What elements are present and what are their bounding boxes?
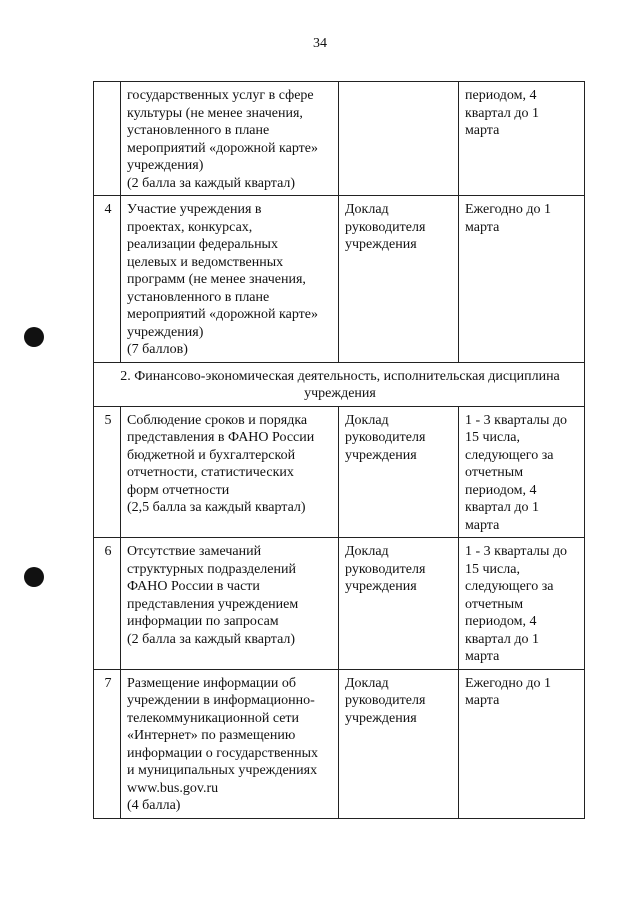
- indicator-cell-line: информации о государственных: [127, 745, 318, 761]
- source-cell: [339, 538, 459, 670]
- indicator-cell: [121, 82, 339, 196]
- indicator-cell-line: государственных услуг в сфере: [127, 88, 314, 103]
- source-cell-line: Доклад: [345, 675, 389, 691]
- indicator-cell-line: мероприятий «дорожной карте»: [127, 140, 318, 156]
- source-cell-line: руководителя: [345, 219, 426, 235]
- page-number: 34: [313, 36, 327, 51]
- deadline-cell: [459, 669, 585, 818]
- indicator-cell-line: Отсутствие замечаний: [127, 544, 262, 559]
- indicator-cell-line: www.bus.gov.ru: [127, 780, 219, 796]
- indicator-cell-line: учреждения): [127, 158, 204, 173]
- deadline-cell: [459, 196, 585, 363]
- source-cell-line: Доклад: [345, 544, 389, 559]
- deadline-cell-line: марта: [465, 517, 500, 533]
- indicator-cell-line: бюджетной и бухгалтерской: [127, 447, 296, 463]
- deadline-cell-line: периодом, 4: [465, 482, 537, 498]
- deadline-cell-line: марта: [465, 649, 500, 664]
- table-row: [94, 669, 585, 818]
- indicator-cell-line: реализации федеральных: [127, 237, 278, 252]
- deadline-cell-line: марта: [465, 693, 500, 708]
- indicator-cell-line: телекоммуникационной сети: [127, 710, 300, 726]
- source-cell: [339, 669, 459, 818]
- section-header-row: [94, 362, 585, 406]
- indicator-cell: [121, 538, 339, 670]
- indicator-cell-line: представления учреждением: [127, 596, 299, 612]
- deadline-cell: [459, 82, 585, 196]
- source-cell-line: учреждения: [345, 710, 417, 726]
- deadline-cell-line: следующего за: [465, 447, 554, 463]
- indicator-cell-line: целевых и ведомственных: [127, 254, 284, 270]
- binder-hole-mark: [24, 327, 44, 347]
- table-row: [94, 538, 585, 670]
- deadline-cell-line: периодом, 4: [465, 88, 537, 103]
- indicator-cell-line: проектах, конкурсах,: [127, 219, 253, 235]
- row-number: 6: [94, 538, 121, 670]
- indicator-cell-line: культуры (не менее значения,: [127, 105, 303, 121]
- indicator-cell-line: учреждения): [127, 324, 204, 340]
- indicator-cell-line: «Интернет» по размещению: [127, 728, 296, 743]
- source-cell-line: учреждения: [345, 447, 417, 463]
- deadline-cell: [459, 538, 585, 670]
- deadline-cell-line: периодом, 4: [465, 614, 537, 629]
- indicator-cell-line: ФАНО России в части: [127, 579, 260, 594]
- indicator-cell-line: информации по запросам: [127, 614, 279, 629]
- deadline-cell-line: 15 числа,: [465, 561, 520, 577]
- indicator-cell-line: Соблюдение сроков и порядка: [127, 412, 308, 428]
- deadline-cell: [459, 406, 585, 538]
- source-cell-line: учреждения: [345, 579, 417, 594]
- deadline-cell-line: 1 - 3 кварталы до: [465, 412, 568, 428]
- deadline-cell-line: марта: [465, 219, 500, 235]
- deadline-cell-line: 15 числа,: [465, 430, 520, 445]
- criteria-table: [93, 81, 585, 819]
- section-title: 2. Финансово-экономическая деятельность, исполнительская дисциплина учреждения: [94, 362, 585, 406]
- indicator-cell-line: мероприятий «дорожной карте»: [127, 307, 318, 322]
- deadline-cell-line: 1 - 3 кварталы до: [465, 544, 568, 559]
- source-cell-line: руководителя: [345, 430, 426, 445]
- indicator-cell-line: (7 баллов): [127, 342, 188, 357]
- row-number: 5: [94, 406, 121, 538]
- binder-hole-mark: [24, 567, 44, 587]
- indicator-cell-line: учреждении в информационно-: [127, 693, 315, 708]
- indicator-cell-line: и муниципальных учреждениях: [127, 763, 318, 778]
- indicator-cell-line: Участие учреждения в: [127, 202, 262, 217]
- source-cell: [339, 196, 459, 363]
- source-cell-line: Доклад: [345, 202, 389, 217]
- source-cell-line: руководителя: [345, 693, 426, 708]
- row-number: [94, 82, 121, 196]
- deadline-cell-line: квартал до 1: [465, 105, 539, 121]
- indicator-cell-line: (2 балла за каждый квартал): [127, 175, 296, 191]
- source-cell-line: Доклад: [345, 412, 389, 428]
- deadline-cell-line: марта: [465, 123, 500, 138]
- indicator-cell-line: Размещение информации об: [127, 675, 297, 691]
- source-cell: [339, 82, 459, 196]
- indicator-cell-line: отчетности, статистических: [127, 465, 294, 480]
- source-cell: [339, 406, 459, 538]
- table-row: [94, 406, 585, 538]
- deadline-cell-line: следующего за: [465, 579, 554, 594]
- indicator-cell-line: программ (не менее значения,: [127, 272, 306, 287]
- deadline-cell-line: отчетным: [465, 465, 524, 480]
- table-row: [94, 196, 585, 363]
- source-cell-line: руководителя: [345, 561, 426, 577]
- indicator-cell-line: (2 балла за каждый квартал): [127, 631, 296, 647]
- deadline-cell-line: квартал до 1: [465, 500, 539, 515]
- indicator-cell: [121, 406, 339, 538]
- deadline-cell-line: квартал до 1: [465, 631, 539, 647]
- deadline-cell-line: отчетным: [465, 596, 524, 612]
- indicator-cell-line: (2,5 балла за каждый квартал): [127, 500, 306, 515]
- indicator-cell: [121, 669, 339, 818]
- table-row: [94, 82, 585, 196]
- indicator-cell: [121, 196, 339, 363]
- indicator-cell-line: (4 балла): [127, 798, 181, 813]
- indicator-cell-line: установленного в плане: [127, 289, 270, 305]
- row-number: 4: [94, 196, 121, 363]
- indicator-cell-line: форм отчетности: [127, 482, 230, 498]
- indicator-cell-line: структурных подразделений: [127, 561, 296, 577]
- row-number: 7: [94, 669, 121, 818]
- deadline-cell-line: Ежегодно до 1: [465, 202, 551, 217]
- indicator-cell-line: представления в ФАНО России: [127, 430, 315, 445]
- source-cell-line: учреждения: [345, 237, 417, 252]
- indicator-cell-line: установленного в плане: [127, 123, 270, 138]
- deadline-cell-line: Ежегодно до 1: [465, 675, 551, 691]
- criteria-table-body: [94, 82, 585, 819]
